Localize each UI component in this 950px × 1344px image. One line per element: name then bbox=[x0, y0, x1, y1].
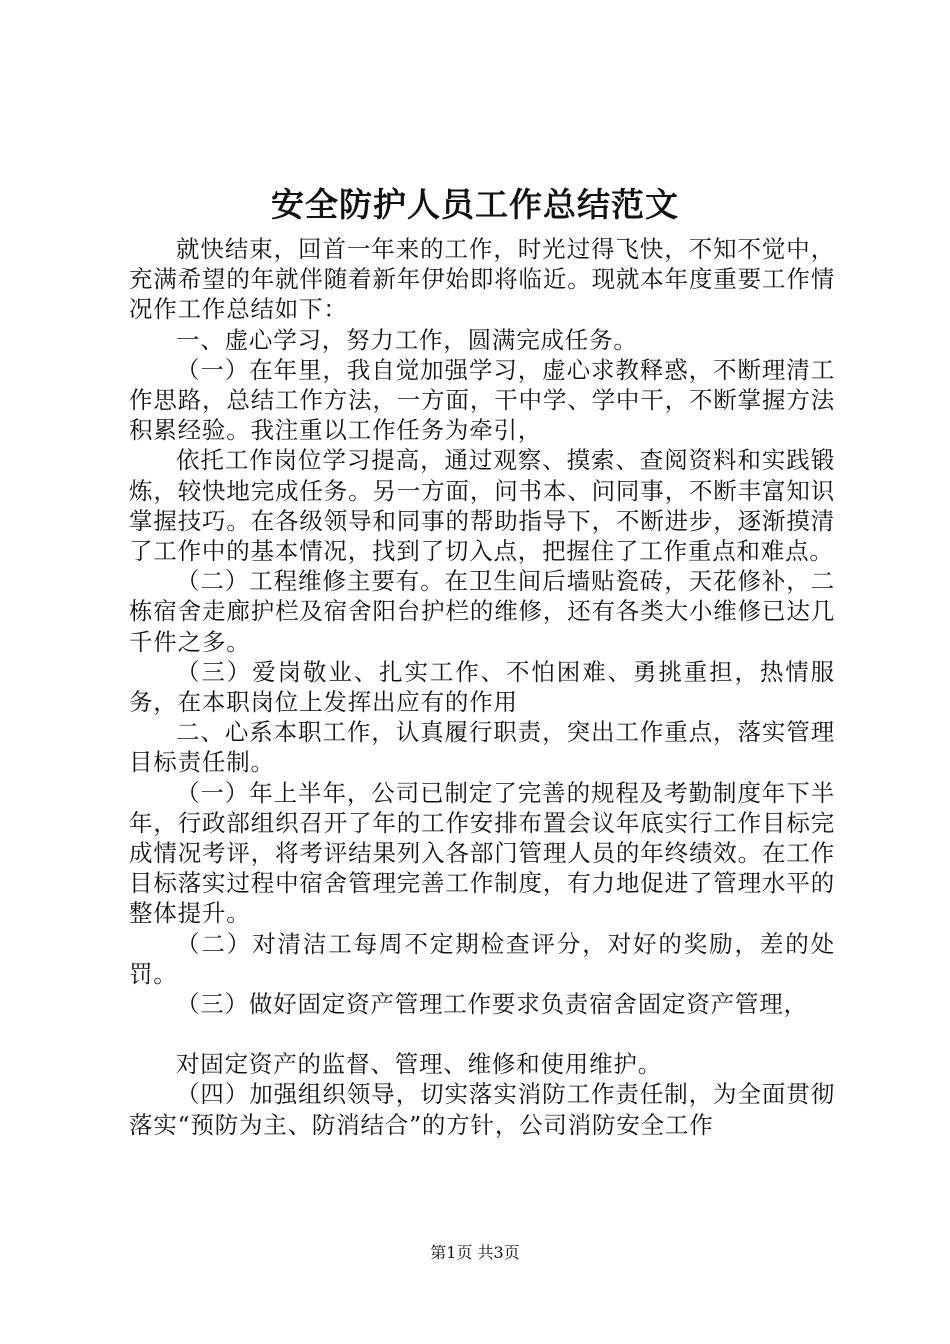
paragraph-1-2: （二）工程维修主要有。在卫生间后墙贴瓷砖，天花修补，二栋宿舍走廊护栏及宿舍阳台护栏的维修，还有各类大小维修已达几千件之多。 bbox=[129, 567, 835, 656]
page-number-footer: 第1页 共3页 bbox=[430, 1243, 520, 1262]
section-heading-2: 二、心系本职工作，认真履行职责，突出工作重点，落实管理目标责任制。 bbox=[129, 718, 835, 777]
document-body bbox=[129, 234, 835, 1140]
paragraph-2-3: （三）做好固定资产管理工作要求负责宿舍固定资产管理， bbox=[176, 990, 808, 1019]
paragraph-2-1: （一）年上半年，公司已制定了完善的规程及考勤制度年下半年，行政部组织召开了年的工作安排布置会议年底实行工作目标完成情况考评，将考评结果列入各部门管理人员的年终绩效。在工作目标落实过程中宿舍管理完善工作制度，有力地促进了管理水平的整体提升。 bbox=[129, 778, 835, 928]
paragraph-2-2: （二）对清洁工每周不定期检查评分，对好的奖励，差的处罚。 bbox=[129, 929, 835, 988]
paragraph-1-1-continued: 依托工作岗位学习提高，通过观察、摸索、查阅资料和实践锻炼，较快地完成任务。另一方面，问书本、问同事，不断丰富知识掌握技巧。在各级领导和同事的帮助指导下，不断进步，逐渐摸清了工作中的基本情况，找到了切入点，把握住了工作重点和难点。 bbox=[129, 446, 835, 566]
paragraph-1-1: （一）在年里，我自觉加强学习，虚心求教释惑，不断理清工作思路，总结工作方法，一方面，干中学、学中干，不断掌握方法积累经验。我注重以工作任务为牵引， bbox=[129, 355, 835, 445]
document-title: 安全防护人员工作总结范文 bbox=[271, 185, 679, 224]
section-heading-1: 一、虚心学习，努力工作，圆满完成任务。 bbox=[176, 325, 638, 354]
paragraph-1-3: （三）爱岗敬业、扎实工作、不怕困难、勇挑重担，热情服务，在本职岗位上发挥出应有的作用 bbox=[129, 657, 835, 717]
paragraph-2-3-continued: 对固定资产的监督、管理、维修和使用维护。 bbox=[176, 1050, 662, 1079]
paragraph-gap bbox=[129, 1019, 835, 1049]
paragraph-2-4: （四）加强组织领导，切实落实消防工作责任制，为全面贯彻落实“预防为主、防消结合”的方针，公司消防安全工作 bbox=[129, 1080, 835, 1139]
paragraph-intro: 就快结束，回首一年来的工作，时光过得飞快，不知不觉中，充满希望的年就伴随着新年伊始即将临近。现就本年度重要工作情况作工作总结如下： bbox=[129, 235, 835, 324]
